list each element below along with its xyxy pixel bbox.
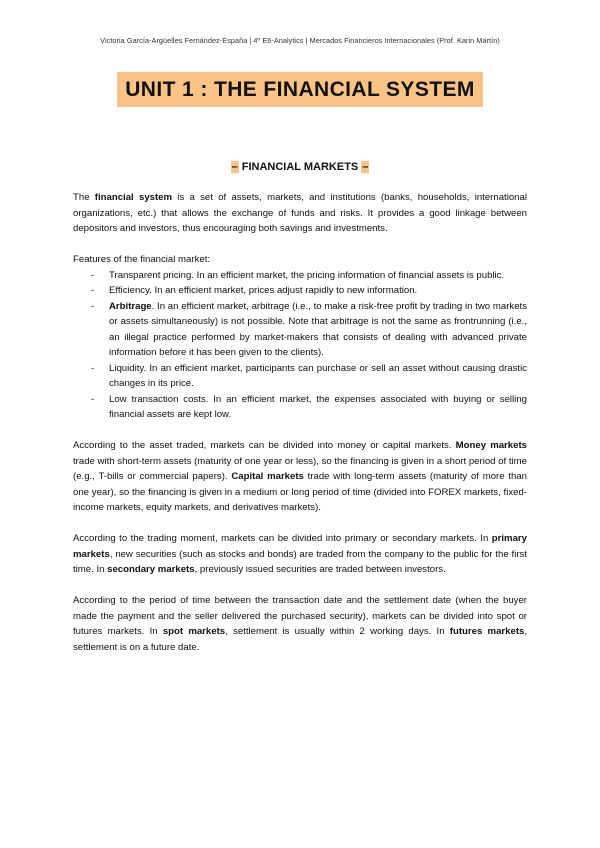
page-title: UNIT 1 : THE FINANCIAL SYSTEM xyxy=(117,72,483,107)
section-heading xyxy=(231,160,370,175)
term-futures-markets: futures markets xyxy=(449,626,525,637)
trading-moment-paragraph xyxy=(73,531,527,578)
settlement-paragraph xyxy=(73,593,527,655)
term-money-markets: Money markets xyxy=(455,440,527,451)
paragraph-text: According to the asset traded, markets can be divided into money or capital markets. xyxy=(73,440,456,451)
body-content xyxy=(73,190,527,655)
intro-text-start: The xyxy=(73,192,95,203)
paragraph-text: trade with short-term assets (maturity of one year or less), so the financing is given in a short period of time (e.g., T-bills or commercial papers). xyxy=(73,455,527,482)
bullet-marker: - xyxy=(91,300,95,312)
paragraph-text: According to the trading moment, markets can be divided into primary or secondary markets. In xyxy=(73,533,492,544)
spacer xyxy=(73,578,527,594)
list-item-text: Liquidity. In an efficient market, participants can purchase or sell an asset without causing drastic changes in its price. xyxy=(109,362,527,389)
term-primary-markets: primary markets xyxy=(73,533,527,560)
section-heading-label: FINANCIAL MARKETS xyxy=(241,161,359,173)
section-heading-container xyxy=(0,157,600,175)
paragraph-text: , settlement is on a future date. xyxy=(73,626,528,653)
paragraph-text: , previously issued securities are traded between investors. xyxy=(194,564,446,575)
features-list xyxy=(73,268,527,423)
intro-paragraph xyxy=(73,190,527,237)
features-label: Features of the financial market: xyxy=(73,254,211,265)
spacer xyxy=(73,237,527,253)
paragraph-text: According to the period of time between the transaction date and the settlement date (when the buyer made the payment and the seller delivered the purchased security), markets can be divided into spot or futures markets. In xyxy=(73,595,527,637)
paragraph-text: , settlement is usually within 2 working days. In xyxy=(225,626,450,637)
title-container xyxy=(0,72,600,107)
intro-text-end: is a set of assets, markets, and institutions (banks, households, international organizations, etc.) that allows the exchange of funds and risks. It provides a good linkage between depositors and investors, thus encouraging both savings and investments. xyxy=(73,192,527,234)
intro-term: financial system xyxy=(94,192,173,203)
spacer xyxy=(73,423,527,439)
spacer xyxy=(73,516,527,532)
bullet-marker: - xyxy=(91,362,95,374)
term-capital-markets: Capital markets xyxy=(231,471,304,482)
bullet-marker: - xyxy=(91,393,95,405)
list-item-text: Efficiency. In an efficient market, prices adjust rapidly to new information. xyxy=(109,285,418,296)
list-item-term: Arbitrage xyxy=(109,300,152,312)
term-secondary-markets: secondary markets xyxy=(107,564,195,575)
asset-traded-paragraph xyxy=(73,438,527,516)
term-spot-markets: spot markets xyxy=(162,626,226,637)
list-item xyxy=(73,361,527,392)
bullet-marker: - xyxy=(91,269,95,281)
list-item xyxy=(73,392,527,423)
bullet-marker: - xyxy=(91,285,95,296)
list-item-text: . In an efficient market, arbitrage (i.e., to make a risk-free profit by trading in two markets or assets simultaneously) is not possible. Note that arbitrage is not the same as frontrunning (i.e., an illegal practice performed by market-makers that consists of dealing with advanced private information before it has been given to the clients). xyxy=(109,300,527,358)
paragraph-text: , new securities (such as stocks and bonds) are traded from the company to the public for the first time. In xyxy=(73,548,527,575)
list-item xyxy=(73,268,527,284)
section-dash-right: – xyxy=(362,161,369,173)
list-item-text: Low transaction costs. In an efficient market, the expenses associated with buying or selling financial assets are kept low. xyxy=(109,393,527,420)
running-header: Victoria García-Argüelles Fernández-España | 4º E6-Analytics | Mercados Financieros Internacionales (Prof. Karin Martín) xyxy=(100,36,500,45)
paragraph-text: trade with long-term assets (maturity of more than one year), so the financing is given in a medium or long period of time (divided into FOREX markets, fixed-income markets, equity markets, and derivatives markets). xyxy=(73,471,528,513)
list-item xyxy=(73,299,527,361)
list-item-text: Transparent pricing. In an efficient market, the pricing information of financial assets is public. xyxy=(109,269,505,281)
section-dash-left: – xyxy=(231,161,238,173)
list-item xyxy=(73,283,527,299)
